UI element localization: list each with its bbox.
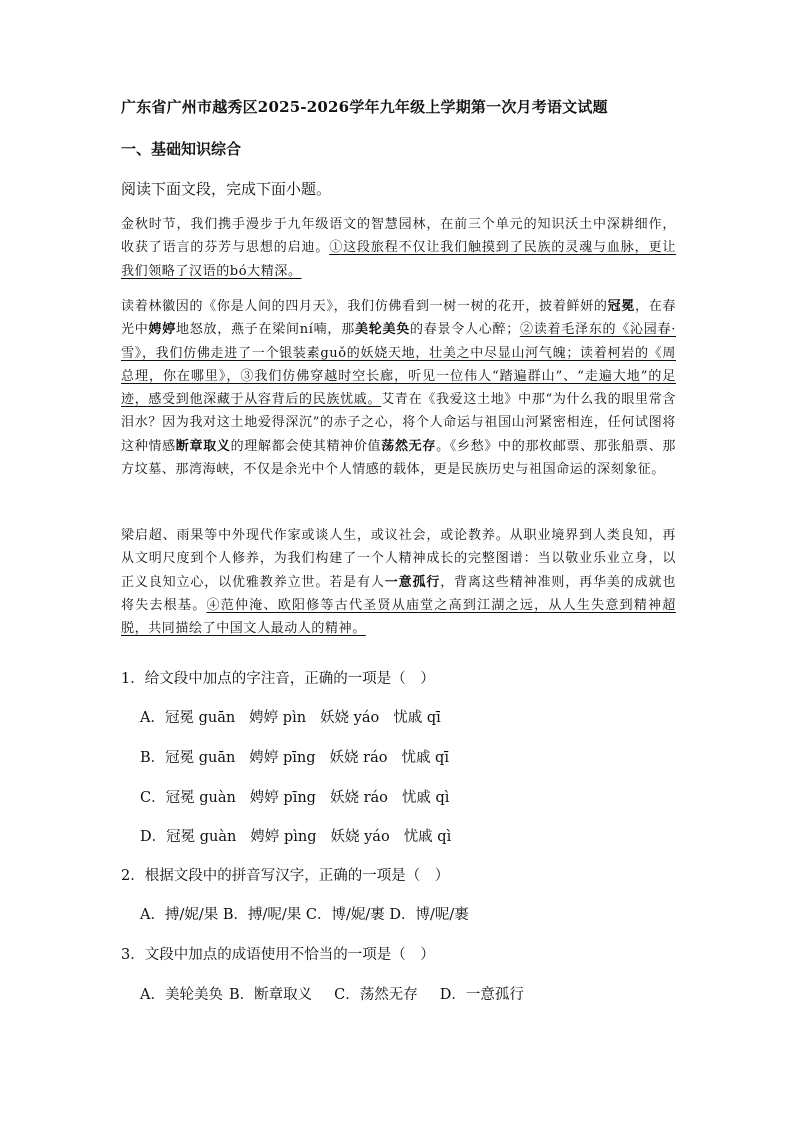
dotted-idiom-meilunmeihuan: 美轮美奂	[354, 322, 410, 338]
instructions: 阅读下面文段，完成下面小题。	[121, 180, 332, 198]
option-part: 妖娆 yáo	[320, 710, 380, 726]
option-part: D．冠冕 guàn	[140, 829, 237, 845]
option-part: C．冠冕 guàn	[140, 790, 236, 806]
question-1-option-d[interactable]	[140, 825, 451, 846]
underlined-sentence-1: ①这段旅程不仅让我们触摸到了民族的灵魂与血脉，更让我们领略了汉语的bó大精深。	[121, 240, 676, 279]
question-1-option-c[interactable]	[140, 786, 449, 807]
dotted-word-guanmian: 冠冕	[607, 299, 635, 314]
page-title: 广东省广州市越秀区2025-2026学年九年级上学期第一次月考语文试题	[121, 98, 608, 116]
option-part: 忧戚 qì	[401, 790, 450, 806]
passage-text: 梁启超、雨果等中外现代作家或谈人生，或议社会，或论教养。从职业境界到人类良知，再从文明尺度到个人修养，为我们构建了一个人精神成长的完整图谱：当以敬业乐业立身，以正义良知立心，以优雅教养立世。若是有人	[121, 528, 676, 590]
option-part: 忧戚 qī	[393, 710, 441, 726]
option-part: 忧戚 qì	[403, 829, 452, 845]
option-part: 忧戚 qī	[401, 750, 449, 766]
option-part: 娉婷 pīng	[249, 750, 316, 766]
passage-text: 地怒放，燕子在梁间ní喃，那	[176, 322, 355, 338]
passage-text: 。《乡愁》中的那枚邮票、那张船票、那方坟墓、那湾海峡，不仅是余光中个人情感的载体，更是民族历史与祖国命运的深刻象征。	[121, 438, 677, 478]
passage-text: ，在春光中	[121, 299, 676, 338]
question-2-stem: 2．根据文段中的拼音写汉字，正确的一项是（ ）	[121, 868, 450, 884]
option-part: 娉婷 pìn	[249, 710, 307, 726]
option-part: 娉婷 pìng	[250, 829, 317, 845]
question-1-stem: 1．给文段中加点的字注音，正确的一项是（ ）	[121, 671, 435, 687]
question-3-options[interactable]	[140, 983, 524, 1004]
dotted-idiom-duanzhangquyi: 断章取义	[175, 438, 231, 454]
passage-text: 金秋时节，我们携手漫步于九年级语文的智慧园林，在前三个单元的知识沃土中深耕细作，收获了语言的芬芳与思想的启迪。	[121, 217, 676, 256]
option-part: A．冠冕 guān	[140, 710, 236, 726]
question-1-option-a[interactable]	[140, 706, 441, 727]
option-part: 妖娆 ráo	[329, 750, 388, 766]
passage-paragraph-2	[121, 295, 676, 481]
question-1-option-b[interactable]	[140, 746, 449, 767]
question-2-options[interactable]: A．搏/妮/果 B．搏/呢/果 C．博/妮/裹 D．博/呢/裹	[140, 907, 469, 923]
question-3-stem: 3．文段中加点的成语使用不恰当的一项是（ ）	[121, 947, 435, 963]
passage-paragraph-3	[121, 524, 676, 640]
passage-paragraph-1	[121, 213, 676, 283]
passage-text: 的理解都会使其精神价值	[230, 438, 382, 454]
option-part: 妖娆 ráo	[329, 790, 388, 806]
dotted-idiom-yiyiguxing: 一意孤行	[384, 574, 441, 590]
passage-text: 的春景令人心醉；	[409, 322, 520, 338]
question-3-option-c[interactable]: C．荡然无存	[334, 987, 418, 1003]
underlined-sentence-2-3: ②读着毛泽东的《沁园春·雪》，我们仿佛走进了一个银装素guǒ的妖娆天地，壮美之中尽显山河气魄；读着柯岩的《周总理，你在哪里》，③我们仿佛穿越时空长廊，听见一位伟人“踏遍群山”、“走遍大地”的足迹，感受到他深藏于从容背后的民族忧戚。	[121, 322, 677, 408]
passage-text: 艾青在《我爱这土地》中那“为什么我的眼里常含泪水？因为我对这土地爱得深沉”的赤子之心，将个人命运与祖国山河紧密相连，任何试图将这种情感	[121, 392, 676, 454]
question-3-option-b[interactable]: B．断章取义	[228, 987, 313, 1003]
option-part: 娉婷 pīng	[249, 790, 316, 806]
section-heading: 一、基础知识综合	[121, 140, 242, 158]
question-3-option-d[interactable]: D．一意孤行	[439, 987, 524, 1003]
option-part: 妖娆 yáo	[330, 829, 390, 845]
passage-text: 读着林徽因的《你是人间的四月天》，我们仿佛看到一树一树的花开，披着鲜妍的	[121, 299, 608, 314]
passage-text: ，背离这些精神准则，再华美的成就也将失去根基。	[121, 574, 677, 613]
underlined-sentence-4: ④范仲淹、欧阳修等古代圣贤从庙堂之高到江湖之远，从人生失意到精神超脱，共同描绘了中国文人最动人的精神。	[121, 597, 676, 637]
dotted-word-pingting: 娉婷	[148, 322, 177, 338]
dotted-idiom-dangranwucun: 荡然无存	[381, 438, 437, 454]
option-part: B．冠冕 guān	[140, 750, 236, 766]
question-3-option-a[interactable]: A．美轮美奂	[140, 987, 223, 1003]
